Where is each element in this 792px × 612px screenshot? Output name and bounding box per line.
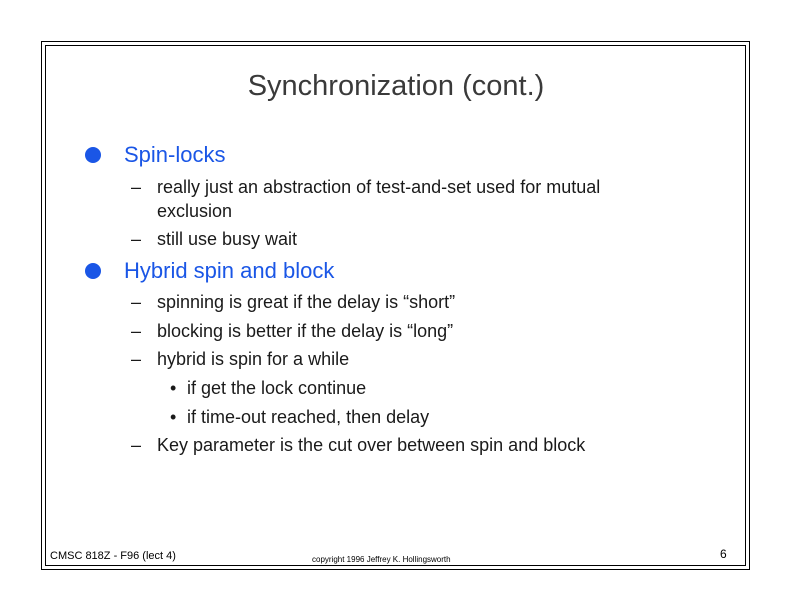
sub-item xyxy=(131,227,297,251)
bullet-spin-locks xyxy=(85,143,225,167)
dash-icon: – xyxy=(131,177,142,197)
sub-item-text: Key parameter is the cut over between spin and block xyxy=(157,435,586,455)
sub-sub-item-text: if time-out reached, then delay xyxy=(187,407,430,427)
sub-item xyxy=(131,319,453,343)
dash-icon: – xyxy=(131,292,142,312)
slide-title: Synchronization (cont.) xyxy=(247,70,545,102)
sub-sub-item-text: if get the lock continue xyxy=(187,378,367,398)
footer-course: CMSC 818Z - F96 (lect 4) xyxy=(50,550,176,562)
dash-icon: – xyxy=(131,435,142,455)
sub-sub-item xyxy=(170,405,429,429)
page-number: 6 xyxy=(720,547,727,561)
small-bullet-icon: • xyxy=(170,378,177,398)
bullet-label: Hybrid spin and block xyxy=(124,258,335,283)
sub-item-text: hybrid is spin for a while xyxy=(157,349,350,369)
sub-item-text: really just an abstraction of test-and-set used for mutual exclusion xyxy=(157,177,601,221)
bullet-dot-icon xyxy=(85,263,101,279)
bullet-label: Spin-locks xyxy=(124,142,226,167)
sub-item xyxy=(131,290,455,314)
sub-item xyxy=(131,433,585,457)
sub-item xyxy=(131,347,349,371)
dash-icon: – xyxy=(131,349,142,369)
dash-icon: – xyxy=(131,229,142,249)
footer-copyright: copyright 1996 Jeffrey K. Hollingsworth xyxy=(312,555,451,564)
sub-item xyxy=(131,175,667,223)
sub-sub-item xyxy=(170,376,366,400)
bullet-hybrid-spin-block xyxy=(85,259,334,283)
bullet-dot-icon xyxy=(85,147,101,163)
sub-item-text: blocking is better if the delay is “long” xyxy=(157,321,454,341)
sub-item-text: spinning is great if the delay is “short” xyxy=(157,292,456,312)
dash-icon: – xyxy=(131,321,142,341)
small-bullet-icon: • xyxy=(170,407,177,427)
sub-item-text: still use busy wait xyxy=(157,229,298,249)
